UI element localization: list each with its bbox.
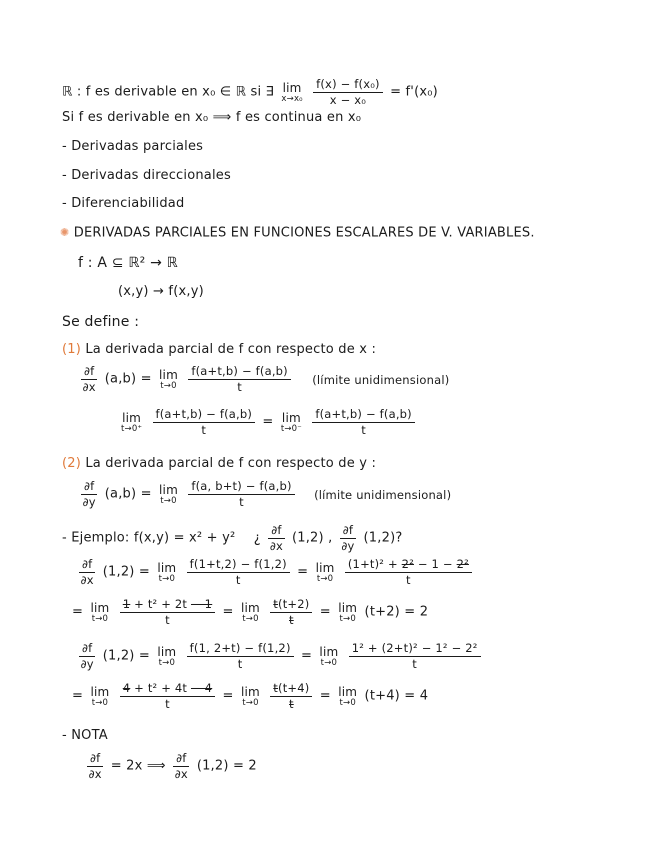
limit [157, 646, 176, 668]
one-sided-limits [118, 408, 418, 437]
limit-sub: t→0 [91, 613, 109, 624]
quotient [270, 682, 312, 711]
fraction-den: t [412, 657, 418, 671]
limit-word: lim [282, 80, 302, 95]
point: (a,b) = [104, 371, 152, 387]
limit [159, 484, 178, 506]
partial-num: ∂f [87, 752, 103, 767]
limit-word: lim [159, 482, 178, 497]
limit-sub: t→0 [320, 657, 338, 668]
quotient [188, 480, 294, 509]
fraction-num: f(1, 2+t) − f(1,2) [187, 642, 294, 657]
quotient [188, 365, 291, 394]
example-x-simplify [72, 598, 428, 627]
point: (1,2)? [363, 530, 403, 546]
partial-num: ∂f [79, 558, 95, 573]
partial-num: ∂f [340, 524, 356, 539]
example-y-simplify [72, 682, 428, 711]
fraction-den: t [361, 423, 366, 437]
fraction-num: f(a+t,b) − f(a,b) [153, 408, 256, 423]
limit-word: lim [240, 684, 260, 699]
partial-den: ∂x [80, 573, 94, 587]
limit [281, 412, 302, 434]
limit [281, 82, 302, 104]
fraction-den: t [406, 573, 411, 587]
limit-word: lim [319, 644, 339, 659]
limit-word: lim [122, 410, 142, 425]
limit-word: lim [90, 600, 110, 615]
fraction-den: t [165, 613, 170, 627]
example-y-calc [76, 642, 484, 671]
cancelled-term: − 4 [190, 681, 213, 695]
partial-num: ∂f [81, 365, 97, 380]
quotient [312, 408, 415, 437]
limit [241, 602, 260, 624]
section-heading-text: DERIVADAS PARCIALES EN FUNCIONES ESCALARES DE V. VARIABLES. [73, 225, 535, 241]
equals: = [72, 604, 84, 620]
limit [241, 686, 260, 708]
limit-sub: t→0 [158, 657, 176, 668]
partial-symbol [87, 752, 103, 781]
definition-text: ℝ : f es derivable en x₀ ∈ ℝ si ∃ [62, 84, 275, 100]
partial-num: ∂f [268, 524, 284, 539]
quotient [153, 408, 256, 437]
result: (t+2) = 2 [364, 604, 429, 620]
equals: = [72, 688, 84, 704]
partial-num: ∂f [79, 642, 95, 657]
cancelled-term: 4 [122, 681, 131, 695]
example-x-calc [76, 558, 475, 587]
limit-sub: t→0 [316, 573, 334, 584]
limit-sub: t→0 [91, 697, 109, 708]
fraction-num: f(x) − f(x₀) [313, 78, 383, 93]
equals: = [297, 564, 309, 580]
point: (a,b) = [104, 486, 152, 502]
equals: = [300, 648, 313, 664]
partial-den: ∂x [82, 380, 96, 394]
limit-sub: t→0⁺ [121, 423, 143, 434]
definition-result: = f'(x₀) [390, 84, 438, 100]
item-2-heading [62, 456, 376, 472]
fraction-num: f(a, b+t) − f(a,b) [188, 480, 294, 495]
limit-sub: t→0 [339, 613, 356, 624]
fraction-num: f(a+t,b) − f(a,b) [312, 408, 415, 423]
fraction-num [120, 598, 215, 613]
limit-word: lim [281, 410, 301, 425]
fraction-den: t [237, 657, 243, 671]
term: − 1 − [417, 557, 453, 571]
cancelled-term: − 1 [190, 597, 213, 611]
equals: = [262, 414, 274, 430]
limit-sub: t→0 [242, 613, 259, 624]
fraction-num: 1² + (2+t)² − 1² − 2² [349, 642, 481, 657]
bullet-partial: - Derivadas parciales [62, 139, 204, 154]
fraction-den: t [239, 495, 244, 509]
fraction-num: f(a+t,b) − f(a,b) [188, 365, 291, 380]
limit-word: lim [315, 560, 335, 575]
limit [338, 686, 357, 708]
quotient [120, 682, 215, 711]
bullet-differentiability: - Diferenciabilidad [62, 196, 185, 211]
fraction-den: t [235, 573, 241, 587]
partial-symbol [340, 524, 356, 553]
fraction-den: t [289, 697, 294, 711]
continuity-line: Si f es derivable en x₀ ⟹ f es continua en x₀ [62, 110, 362, 125]
point: (1,2) = [102, 648, 150, 664]
note: (límite unidimensional) [314, 487, 452, 502]
result: (t+4) = 4 [364, 688, 429, 704]
limit-word: lim [240, 600, 260, 615]
fraction-num [345, 558, 472, 573]
partial-num: ∂f [173, 752, 189, 767]
limit [90, 686, 109, 708]
partial-symbol [81, 480, 97, 509]
limit-sub: t→0 [242, 697, 259, 708]
item-text: La derivada parcial de f con respecto de x : [85, 342, 377, 357]
quotient [270, 598, 312, 627]
limit-word: lim [157, 560, 177, 575]
cancelled-term: t [273, 681, 279, 695]
partial-den: ∂y [80, 657, 94, 671]
definition-line [62, 78, 438, 107]
partial-y-definition [78, 480, 451, 509]
term: (t+4) [278, 681, 310, 695]
nota-heading: - NOTA [62, 728, 108, 743]
limit [159, 369, 178, 391]
limit [338, 602, 357, 624]
limit [157, 562, 176, 584]
partial-symbol [79, 642, 95, 671]
question-mark: ¿ [253, 530, 261, 546]
equals: = [319, 604, 331, 620]
fraction-den: t [201, 423, 207, 437]
equals: = [222, 604, 234, 620]
cancelled-term: 1 [122, 597, 131, 611]
quotient [120, 598, 215, 627]
limit-sub: x→x₀ [281, 93, 303, 104]
term: + t² + 4t [134, 681, 188, 695]
item-text: La derivada parcial de f con respecto de y : [85, 456, 377, 471]
limit [90, 602, 109, 624]
bullet-directional: - Derivadas direccionales [62, 168, 231, 183]
star-icon: ✺ [60, 226, 70, 239]
quotient [187, 642, 294, 671]
function-domain: f : A ⊆ ℝ² → ℝ [78, 255, 178, 271]
difference-quotient [313, 78, 383, 107]
fraction-den: t [165, 697, 170, 711]
partial-den: ∂y [82, 495, 96, 509]
limit-sub: t→0 [339, 697, 356, 708]
partial-symbol [79, 558, 95, 587]
partial-den: ∂x [174, 767, 188, 781]
limit [121, 412, 142, 434]
fraction-num [270, 598, 312, 613]
se-define: Se define : [62, 314, 140, 330]
quotient [349, 642, 481, 671]
fraction-num [120, 682, 215, 697]
cancelled-term: 2² [456, 557, 469, 571]
function-mapping: (x,y) → f(x,y) [118, 284, 204, 299]
limit-word: lim [338, 600, 358, 615]
item-number: (1) [62, 342, 82, 357]
example-line [62, 524, 402, 553]
partial-den: ∂x [88, 767, 102, 781]
fraction-den: x − x₀ [329, 93, 367, 107]
partial-symbol [81, 365, 97, 394]
limit-word: lim [338, 684, 358, 699]
partial-x-definition [78, 365, 449, 394]
term: (1+t)² + [347, 557, 398, 571]
limit-word: lim [159, 367, 178, 382]
term: + t² + 2t [134, 597, 188, 611]
partial-num: ∂f [81, 480, 97, 495]
note: (límite unidimensional) [312, 372, 450, 387]
fraction-den: t [289, 613, 294, 627]
point: (1,2) = [102, 564, 150, 580]
fraction-num: f(1+t,2) − f(1,2) [187, 558, 290, 573]
equals: = [319, 688, 331, 704]
partial-den: ∂x [269, 539, 283, 553]
nota-result: (1,2) = 2 [196, 758, 257, 774]
section-heading [60, 225, 535, 242]
limit-sub: t→0 [158, 573, 176, 584]
limit-word: lim [157, 644, 177, 659]
nota-text: = 2x ⟹ [110, 758, 166, 774]
fraction-num [270, 682, 312, 697]
item-1-heading [62, 342, 376, 358]
quotient [187, 558, 290, 587]
limit-word: lim [90, 684, 110, 699]
partial-symbol [268, 524, 284, 553]
term: (t+2) [278, 597, 310, 611]
item-number: (2) [62, 456, 82, 471]
limit [316, 562, 335, 584]
fraction-den: t [237, 380, 242, 394]
partial-symbol [173, 752, 189, 781]
equals: = [222, 688, 234, 704]
limit-sub: t→0⁻ [280, 423, 302, 434]
partial-den: ∂y [341, 539, 355, 553]
cancelled-term: t [273, 597, 279, 611]
cancelled-term: 2² [401, 557, 414, 571]
nota-line [84, 752, 257, 781]
limit-sub: t→0 [160, 380, 177, 391]
limit-sub: t→0 [160, 495, 177, 506]
point: (1,2) , [291, 530, 333, 546]
example-text: - Ejemplo: f(x,y) = x² + y² [62, 530, 236, 546]
quotient [345, 558, 472, 587]
limit [319, 646, 338, 668]
